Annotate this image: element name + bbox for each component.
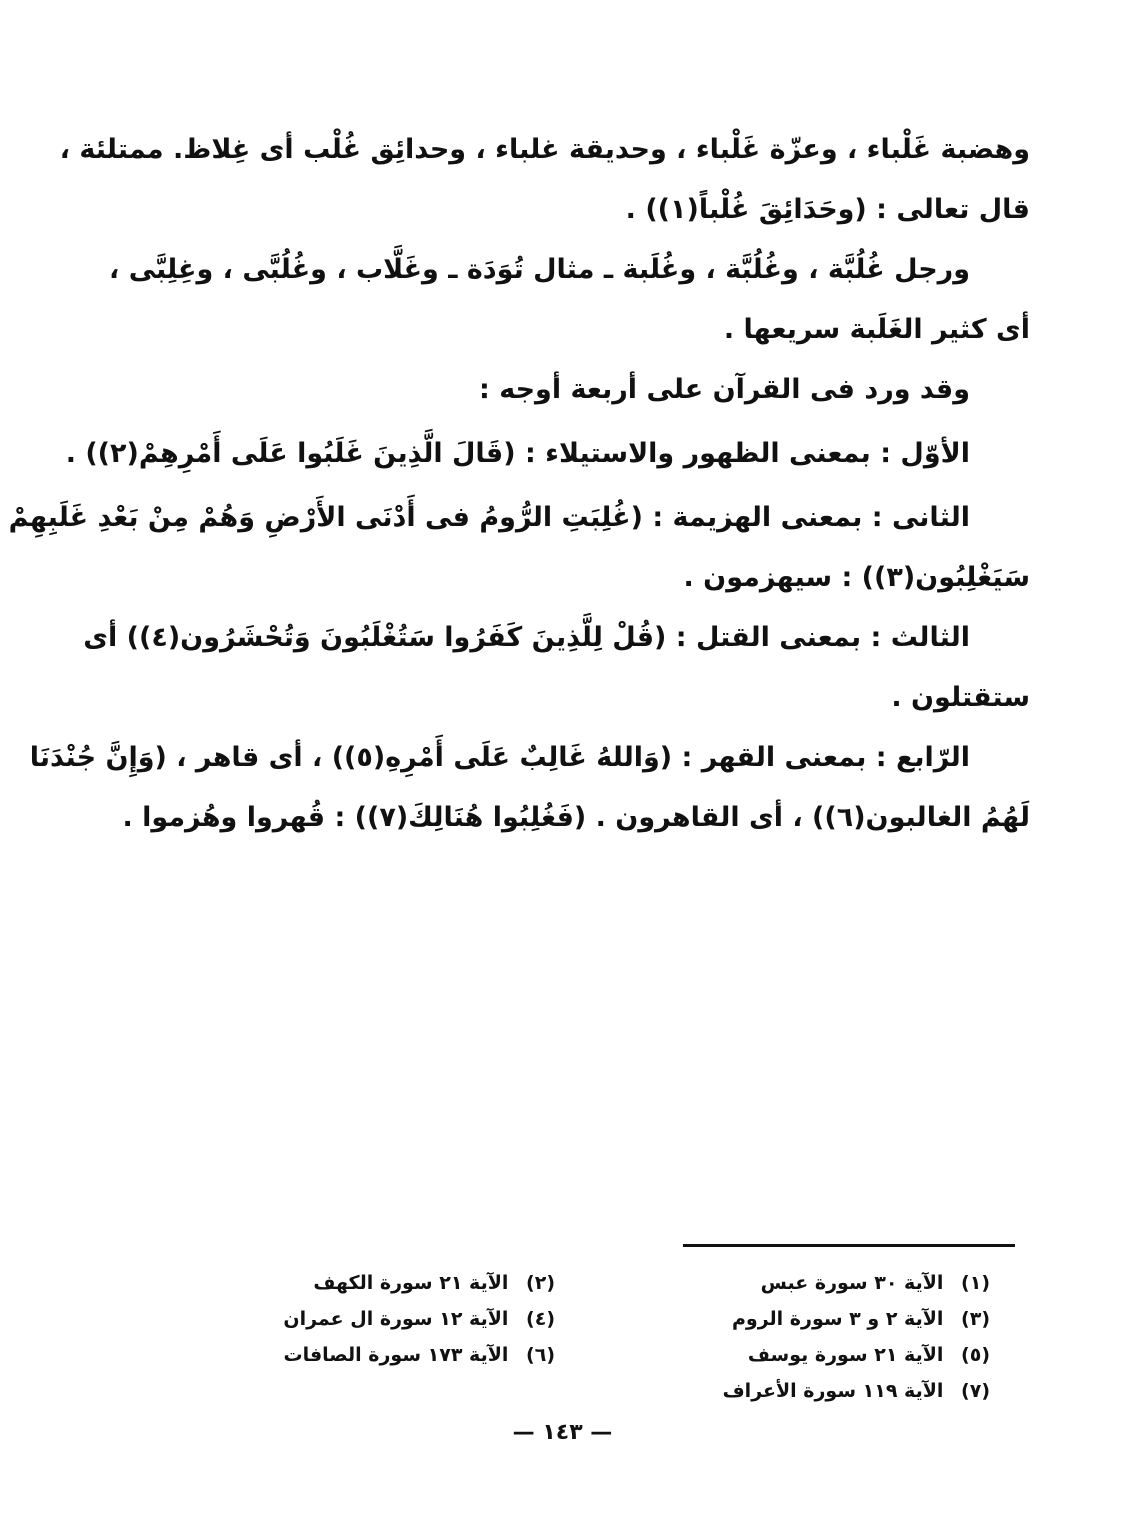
footnote (690, 1373, 990, 1409)
text-line: وهضبة غَلْباء ، وعزّة غَلْباء ، وحديقة غلباء ، وحدائِق غُلْب أى غِلاظ. ممتلئة ، (59, 134, 1030, 165)
text-line: الرّابع : بمعنى القهر : (وَاللهُ غَالِبٌ عَلَى أَمْرِهِ(٥)) ، أى قاهر ، (وَإِنَّ جُنْدَنَا (29, 742, 970, 773)
text-line: وقد ورد فى القرآن على أربعة أوجه : (479, 374, 970, 405)
footnote-text: الآية ٢ و ٣ سورة الروم (731, 1308, 944, 1330)
footnote-number: (٦) (526, 1344, 555, 1366)
page-number: — ١٤٣ — (512, 1420, 613, 1445)
text-line: قال تعالى : (وحَدَائِقَ غُلْباً(١)) . (625, 194, 1030, 225)
footnote-divider (683, 1244, 1015, 1247)
text-line: أى كثير الغَلَبة سريعها . (723, 314, 1030, 345)
text-line: الثانى : بمعنى الهزيمة : (غُلِبَتِ الرُّومُ فى أَدْنَى الأَرْضِ وَهُمْ مِنْ بَعْدِ غَلَبِهِمْ (8, 502, 970, 533)
footnote-number: (٧) (961, 1380, 990, 1402)
footnote (690, 1337, 990, 1373)
text-line: سَيَغْلِبُون(٣)) : سيهزمون . (683, 562, 1030, 593)
footnote-number: (٥) (961, 1344, 990, 1366)
footnote (255, 1301, 555, 1337)
text-line: الأوّل : بمعنى الظهور والاستيلاء : (قَالَ الَّذِينَ غَلَبُوا عَلَى أَمْرِهِمْ(٢)) . (65, 438, 970, 469)
footnotes-even (255, 1265, 555, 1373)
footnote-text: الآية ١١٩ سورة الأعراف (722, 1380, 944, 1402)
text-line: ستقتلون . (891, 682, 1030, 713)
footnote-number: (٤) (526, 1308, 555, 1330)
footnote-text: الآية ١٢ سورة ال عمران (283, 1308, 509, 1330)
footnote (690, 1265, 990, 1301)
text-line: لَهُمُ الغالبون(٦)) ، أى القاهرون . (فَغُلِبُوا هُنَالِكَ(٧)) : قُهروا وهُزموا . (122, 802, 1030, 833)
footnote (255, 1337, 555, 1373)
footnote (690, 1301, 990, 1337)
footnote-number: (١) (961, 1272, 990, 1294)
text-line: الثالث : بمعنى القتل : (قُلْ لِلَّذِينَ كَفَرُوا سَتُغْلَبُونَ وَتُحْشَرُون(٤)) أى (83, 622, 970, 653)
text-line: ورجل غُلُبَّة ، وغُلُبَّة ، وغُلَبة ـ مثال تُوَدَة ـ وغَلَّاب ، وغُلُبَّى ، وغِلِبَّى ، (109, 254, 970, 285)
footnote-text: الآية ٢١ سورة يوسف (747, 1344, 944, 1366)
main-text (8, 118, 1030, 846)
footnote-number: (٣) (961, 1308, 990, 1330)
footnote-text: الآية ٢١ سورة الكهف (313, 1272, 509, 1294)
footnote-number: (٢) (526, 1272, 555, 1294)
footnotes-odd (690, 1265, 990, 1409)
footnote-text: الآية ١٧٣ سورة الصافات (283, 1344, 509, 1366)
footnote (255, 1265, 555, 1301)
footnote-text: الآية ٣٠ سورة عبس (760, 1272, 944, 1294)
